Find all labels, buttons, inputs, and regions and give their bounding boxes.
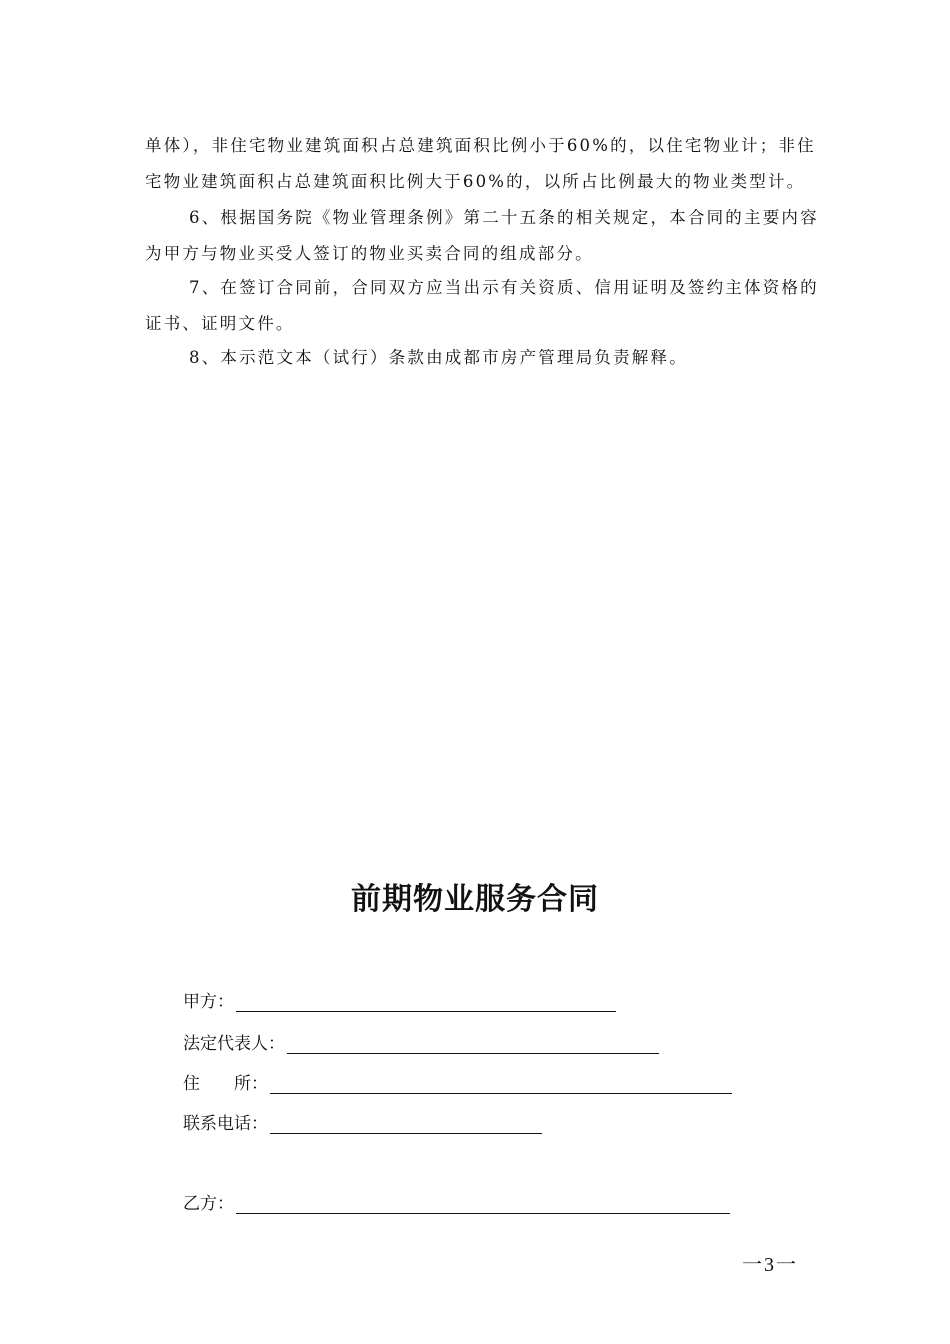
paragraph-line: 宅物业建筑面积占总建筑面积比例大于60%的，以所占比例最大的物业类型计。: [145, 172, 806, 191]
paragraph-6: [145, 200, 819, 272]
legal-rep-blank[interactable]: [287, 1039, 659, 1054]
phone-blank[interactable]: [270, 1119, 542, 1134]
address-blank[interactable]: [270, 1079, 732, 1094]
address-label: 住 所：: [183, 1074, 268, 1094]
paragraph-line: 8、本示范文本（试行）条款由成都市房产管理局负责解释。: [189, 348, 688, 367]
party-b-blank[interactable]: [236, 1199, 730, 1214]
phone-label: 联系电话：: [183, 1114, 268, 1134]
paragraph-line: 证书、证明文件。: [145, 314, 295, 333]
paragraph-line: 为甲方与物业买受人签订的物业买卖合同的组成部分。: [145, 244, 594, 263]
paragraph-line: 6、根据国务院《物业管理条例》第二十五条的相关规定，本合同的主要内容: [189, 208, 819, 227]
party-a-field: [183, 988, 616, 1012]
party-b-label: 乙方：: [183, 1194, 234, 1214]
party-a-blank[interactable]: [236, 997, 616, 1012]
party-a-label: 甲方：: [183, 992, 234, 1012]
legal-rep-label: 法定代表人：: [183, 1034, 285, 1054]
page-number: 一3一: [742, 1254, 798, 1276]
party-b-field: [183, 1190, 730, 1214]
contract-title: 前期物业服务合同: [351, 882, 599, 917]
legal-rep-field: [183, 1030, 659, 1054]
paragraph-8: [145, 340, 810, 376]
paragraph-5: [145, 128, 816, 200]
phone-field: [183, 1110, 542, 1134]
paragraph-7: [145, 270, 819, 342]
paragraph-line: 7、在签订合同前，合同双方应当出示有关资质、信用证明及签约主体资格的: [189, 278, 819, 297]
address-field: [183, 1070, 732, 1094]
paragraph-line: 单体），非住宅物业建筑面积占总建筑面积比例小于60%的，以住宅物业计；非住: [145, 136, 816, 155]
